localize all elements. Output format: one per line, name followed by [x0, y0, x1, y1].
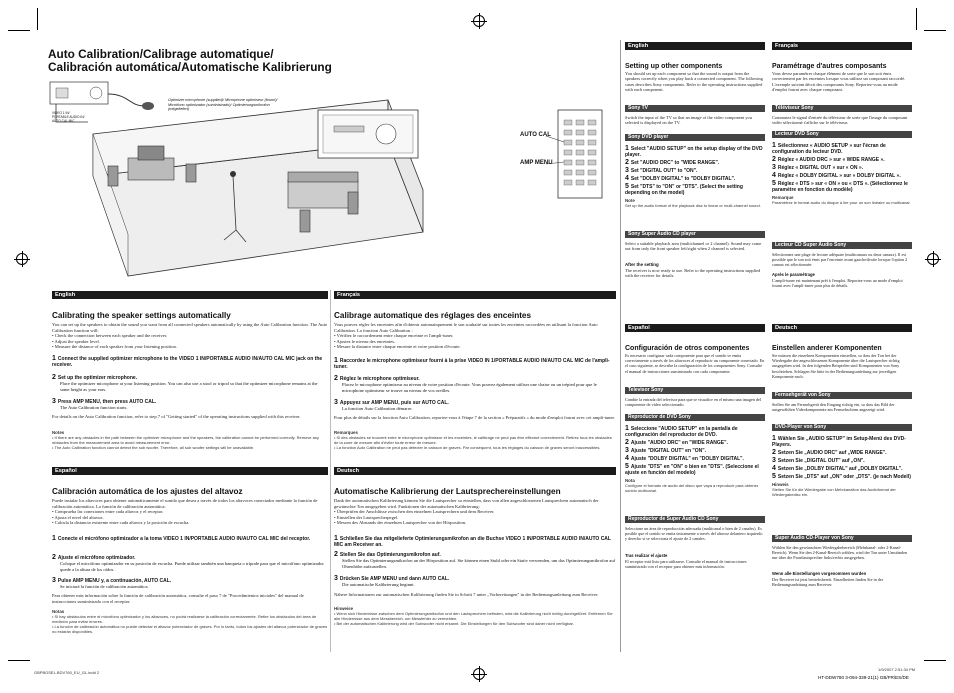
deutsch-notes — [334, 606, 616, 626]
step-number: 2 — [52, 374, 56, 381]
step-number: 3 — [772, 457, 776, 464]
espanol-tv-text: Cambie la entrada del televisor para que se visualice en el mismo una imagen del componente de vídeo seleccionado. — [625, 397, 762, 408]
espanol-after-setting-text: El receptor está listo para utilizarse. Consulte el manual de instrucciones suministrado con el receptor para obtener más información. — [625, 559, 747, 570]
english-step-1 — [52, 356, 328, 368]
english-after-setting-text: The receiver is now ready to use. Refer to the operating instructions supplied with the receiver for details. — [625, 268, 761, 279]
dvd-step — [625, 176, 767, 182]
dvd-step — [625, 168, 767, 174]
crop-mark — [37, 8, 38, 30]
subbar-reproductor-dvd: Reproductor de DVD Sony — [625, 414, 765, 421]
subbar-lecteur-cd: Lecteur CD Super Audio Sony — [772, 242, 912, 249]
dvd-step — [625, 440, 767, 446]
bullet: • Mesure la distance entre chaque enceinte et votre position d'écoute. — [334, 344, 461, 350]
step-text: Réglez « DTS » sur « ON » ou « DTS ». (Sélectionnez le paramètre en fonction du modèle) — [772, 181, 908, 193]
step-number: 3 — [334, 575, 338, 582]
step-text: Set "DOLBY DIGITAL" to "DOLBY DIGITAL". — [630, 176, 736, 182]
deutsch-after-text: Nähere Informationen zur automatischen Kalibrierung finden Sie in Schritt 7 unter „Vorbereitungen" in der Bedienungsanleitung zum Receiver. — [334, 592, 599, 597]
english-step-3 — [52, 399, 328, 411]
notes-title: Notes — [52, 430, 65, 435]
dvd-step — [625, 448, 767, 454]
crop-mark — [916, 8, 917, 30]
note-title: Nota — [625, 478, 635, 483]
registration-mark-right — [927, 253, 939, 265]
column-divider — [620, 40, 621, 652]
bullet: • Messen des Abstands der einzelnen Lautsprecher von der Hörposition. — [334, 520, 467, 526]
english-cd-text: Select a suitable playback area (multichannel or 2 channel). Sound may come out from only the front speaker left/right when 2 channel is selected. — [625, 241, 762, 252]
francais-step-2 — [334, 376, 616, 393]
footer-file-info: GBPBOSEL.BDV760_EU_GL.indd 2 — [34, 670, 100, 675]
footer-date: 1/9/2007 2:51:34 PM — [878, 667, 916, 672]
step-text: Set "AUDIO DRC" to "WIDE RANGE". — [630, 160, 720, 166]
step-text: Conecte el micrófono optimizador a la toma VIDEO 1 IN/PORTABLE AUDIO IN/AUTO CAL MIC del receptor. — [57, 536, 311, 542]
section-bar-deutsch-side: Deutsch — [772, 324, 912, 332]
heading-english-other-components: Setting up other components — [625, 63, 723, 70]
dvd-step — [625, 456, 767, 462]
note-item: • The Auto Calibration function cannot detect the sub woofer. Therefore, all sub woofer settings will be unavailable. — [52, 445, 255, 450]
heading-english-calibration: Calibrating the speaker settings automatically — [52, 311, 231, 320]
note-text: Set up the audio format of the playback disc to linear or multi-channel sound. — [625, 203, 761, 208]
espanol-after-title: Tras realizar el ajuste — [625, 553, 668, 558]
title-line-2: Calibración automática/Automatische Kalibrierung — [48, 59, 332, 74]
crop-mark — [8, 660, 30, 661]
step-number: 2 — [52, 554, 56, 561]
section-bar-english-side: English — [625, 42, 765, 50]
step-number: 2 — [334, 551, 338, 558]
subbar-super-audio-cd-player: Super Audio CD-Player von Sony — [772, 535, 912, 542]
step-number: 3 — [625, 167, 629, 174]
optimizer-microphone-label: Optimizer microphone (supplied)/ Microphone optimiseur (fourni)/ Micrófono optimizador (suministrado)/ Optimierungsmikrofon (mitgeliefert) — [168, 98, 278, 112]
step-number: 1 — [334, 535, 338, 542]
notes-title: Hinweise — [334, 606, 354, 611]
step-number: 4 — [625, 455, 629, 462]
heading-deutsch-kalibrierung: Automatische Kalibrierung der Lautsprechereinstellungen — [334, 487, 561, 496]
step-text: Setzen Sie „AUDIO DRC" auf „WIDE RANGE". — [777, 450, 887, 456]
espanol-cd-text: Seleccione un área de reproducción adecuada (multicanal o bien de 2 canales). Es posible que el sonido se emita únicamente a través del altavoz delantero izquierdo y derecho si se selecciona el ajuste de 2 canales. — [625, 526, 763, 542]
section-bar-francais: Français — [334, 291, 616, 299]
step-text: Ajuste el micrófono optimizador. — [57, 555, 136, 561]
step-number: 4 — [625, 175, 629, 182]
espanol-after-text: Para obtener más información sobre la función de calibración automática, consulte el paso 7 de "Procedimientos iniciales" del manual de instrucciones suministrado con el receptor. — [52, 593, 304, 604]
espanol-step-2 — [52, 555, 328, 572]
bullet: • Überprüfen der Anschlüsse zwischen den einzelnen Lautsprechern und dem Receiver. — [334, 509, 495, 515]
bullet: • Comprueba las conexiones entre cada altavoz y el receptor. — [52, 509, 164, 515]
amp-menu-label: AMP MENU — [520, 160, 553, 166]
step-text: Réglez « DOLBY DIGITAL » sur « DOLBY DIGITAL ». — [777, 173, 901, 179]
intro-text: You can set up the speakers to obtain the sound you want from all connected speakers automatically by using the Auto Calibration function. The Auto Calibration function will: — [52, 322, 328, 333]
english-after-title: After the setting — [625, 262, 659, 267]
heading-francais-other-components: Paramétrage d'autres composants — [772, 63, 887, 70]
francais-after-text: Pour plus de détails sur la fonction Auto Calibration, reportez-vous à l'étape 7 de la section « Préparatifs » du mode d'emploi fourni avec cet ampli-tuner. — [334, 415, 615, 420]
registration-mark-left — [16, 253, 28, 265]
bullet: • Measure the distance of each speaker from your listening position. — [52, 344, 177, 350]
subbar-dvd: Sony DVD player — [625, 134, 765, 141]
bullet: • Calcula la distancia existente entre cada altavoz y la posición de escucha. — [52, 520, 190, 526]
step-text: Appuyez sur AMP MENU, puis sur AUTO CAL. — [339, 400, 449, 406]
step-number: 1 — [625, 145, 629, 152]
francais-main-body — [334, 322, 616, 350]
auto-cal-label: AUTO CAL — [520, 132, 551, 138]
dvd-step — [625, 464, 767, 476]
step-number: 1 — [52, 535, 56, 542]
step-text: Seleccione "AUDIO SETUP" en la pantalla de configuración del reproductor de DVD. — [625, 426, 738, 438]
step-text: Ajuste "DOLBY DIGITAL" en "DOLBY DIGITAL". — [630, 456, 744, 462]
note-item: • Bei der automatischen Kalibrierung wird der Subwoofer nicht erkannt. Die Einstellungen für den Subwoofer sind daher nicht verfügbar. — [334, 621, 574, 626]
step-text: Stellen Sie das Optimierungsmikrofon auf. — [339, 552, 441, 558]
francais-tv-text: Commutez le signal d'entrée du téléviseur de sorte que l'image du composant vidéo sélectionné s'affiche sur le téléviseur. — [772, 115, 908, 126]
step-text: Set "DTS" to "ON" or "DTS". (Select the setting depending on the model) — [625, 184, 743, 196]
deutsch-after-title: Wenn alle Einstellungen vorgenommen wurden — [772, 571, 867, 576]
note-text: Paramétrez le format audio du disque à lire pour un son linéaire ou multicanal. — [772, 200, 911, 205]
step-number: 3 — [52, 577, 56, 584]
english-step-2 — [52, 375, 328, 392]
step-description: La fonction Auto Calibration démarre. — [342, 406, 413, 411]
dvd-step — [772, 143, 914, 155]
intro-text: Vous pouvez régler les enceintes afin d'obtenir automatiquement le son souhaité sur toutes les enceintes raccordées en utilisant la fonction Auto Calibration. La fonction Auto Calibration : — [334, 322, 598, 333]
note-item: • La función de calibración automática no puede detectar el altavoz potenciador de graves. Por lo tanto, todos los ajustes del altavoz potenciador de graves no estarán disponibles. — [52, 624, 328, 634]
deutsch-step-3 — [334, 576, 616, 588]
notes-title: Notas — [52, 609, 65, 614]
title-line-1: Auto Calibration/Calibrage automatique/ — [48, 47, 274, 61]
subbar-televiseur: Téléviseur Sony — [772, 105, 912, 112]
dvd-step — [625, 184, 767, 196]
step-number: 3 — [625, 447, 629, 454]
step-description: Stellen Sie das Optimierungsmikrofon an der Hörposition auf. Sie können einen Stuhl oder ein Stativ verwenden, um das Optimierungsmikrofon auf Ohrenhöhe aufzustellen. — [342, 558, 616, 569]
step-number: 5 — [772, 180, 776, 187]
step-number: 3 — [52, 398, 56, 405]
note-title: Hinweis — [772, 482, 789, 487]
bullet: • Einstellen der Lautsprecherpegel. — [334, 514, 399, 520]
step-description: The Auto Calibration function starts. — [60, 405, 128, 410]
deutsch-step-2 — [334, 552, 616, 569]
step-text: Ajuste "AUDIO DRC" en "WIDE RANGE". — [630, 440, 728, 446]
bullet: • Adjust the speaker level. — [52, 338, 100, 344]
deutsch-dvd-steps — [772, 436, 914, 497]
section-bar-deutsch: Deutsch — [334, 467, 616, 475]
dvd-step — [625, 146, 767, 158]
crop-mark — [924, 30, 946, 31]
espanol-main-body — [52, 498, 328, 526]
heading-francais-calibrage: Calibrage automatique des réglages des enceintes — [334, 311, 532, 320]
note-item: • If there are any obstacles in the path between the optimizer microphone and the speakers, the calibration cannot be performed correctly. Remove any obstacles from the measurement area to avoid measurement error. — [52, 435, 320, 445]
english-dvd-steps — [625, 146, 767, 208]
step-number: 1 — [334, 357, 338, 364]
note-title: Note — [625, 198, 635, 203]
note-item: • Wenn sich Hindernisse zwischen dem Optimierungsmikrofon und den Lautsprechern befinden, wird die Kalibrierung nicht richtig durchgeführt. Entfernen Sie alle Hindernisse aus dem Messbereich, um Messfehler zu vermeiden. — [334, 611, 613, 621]
francais-step-3 — [334, 400, 616, 412]
step-number: 4 — [772, 465, 776, 472]
deutsch-tv-text: Stellen Sie am Fernsehgerät den Eingang richtig ein, so dass das Bild der ausgewählten Videokomponente am Fernsehschirm angezeigt wird. — [772, 402, 895, 413]
step-text: Set up the optimizer microphone. — [57, 375, 138, 381]
deutsch-side-intro: Sie müssen die einzelnen Komponenten einstellen, so dass der Ton bei der Wiedergabe der angeschlossenen Komponente über die Lautsprecher richtig ausgegeben wird. In den folgenden Beispielen sind Komponenten von Sony beschrieben. Schlagen Sie bitte in der Bedienungsanleitung zur jeweiligen Komponente nach. — [772, 353, 900, 379]
francais-side-intro: Vous devez paramétrer chaque élément de sorte que le son soit émis correctement par les enceintes lorsque vous utilisez un composant raccordé. L'exemple suivant décrit des composants Sony. Reportez-vous au mode d'emploi fourni avec chaque composant. — [772, 71, 906, 93]
step-description: Placez le microphone optimiseur au niveau de votre position d'écoute. Vous pouvez également utiliser une chaise ou un trépied pour que le microphone optimiseur se trouve au niveau de vos oreilles. — [342, 382, 597, 393]
setup-illustration — [48, 80, 610, 286]
intro-text: Puede instalar los altavoces para obtener automáticamente el sonido que desea a través de todos los altavoces conectados mediante la función de calibración automática. La función de calibración automática: — [52, 498, 318, 509]
dvd-note — [625, 198, 767, 208]
footer-model-code: HT-DDW780 3-094-339-21(1) GB/FR/ES/DE — [818, 675, 909, 680]
bullet: • Check the connection between each speaker and the receiver. — [52, 333, 168, 339]
registration-mark-bottom — [473, 668, 485, 680]
english-after-text: For details on the Auto Calibration function, refer to step 7 of "Getting started" of the operating instructions supplied with this receiver. — [52, 414, 301, 419]
deutsch-cd-text: Wählen Sie den gewünschten Wiedergabebereich (Mehrkanal- oder 2-Kanal-Bereich). Wenn Sie den 2-Kanal-Bereich wählen, wird der Ton unter Umständen nur über die Frontlautsprecher links/rechts ausgegeben. — [772, 545, 908, 561]
step-text: Press AMP MENU, then press AUTO CAL. — [57, 399, 157, 405]
step-text: Ajuste "DIGITAL OUT" en "ON". — [630, 448, 707, 454]
dvd-step — [772, 173, 914, 179]
section-bar-francais-side: Français — [772, 42, 912, 50]
francais-step-1 — [334, 358, 616, 370]
espanol-step-1 — [52, 536, 328, 542]
step-number: 5 — [625, 463, 629, 470]
room-diagram — [48, 80, 610, 286]
crop-mark — [8, 30, 30, 31]
section-bar-english: English — [52, 291, 328, 299]
heading-espanol-calibracion: Calibración automática de los ajustes del altavoz — [52, 487, 243, 496]
note-text: Stellen Sie für die Wiedergabe von Mehrkanalton das Audioformat der Wiedergabedisc ein. — [772, 487, 896, 497]
step-number: 2 — [625, 439, 629, 446]
registration-mark-top — [473, 15, 485, 27]
deutsch-after-setting-text: Der Receiver ist jetzt betriebsbereit. Einzelheiten finden Sie in der Bedienungsanleitung zum Receiver. — [772, 577, 884, 588]
step-text: Set "DIGITAL OUT" to "ON". — [630, 168, 698, 174]
note-item: • La fonction Auto Calibration ne peut pas détecter le caisson de graves. Par conséquent, tous les réglages du caisson de graves seront inaccessibles. — [334, 445, 601, 450]
step-text: Select "AUDIO SETUP" on the setup display of the DVD player. — [625, 146, 763, 158]
step-text: Drücken Sie AMP MENU und dann AUTO CAL. — [339, 576, 450, 582]
step-number: 2 — [625, 159, 629, 166]
step-description: Die automatische Kalibrierung beginnt. — [342, 582, 415, 587]
dvd-step — [625, 160, 767, 166]
dvd-step — [772, 165, 914, 171]
dvd-step — [772, 157, 914, 163]
subbar-sony-tv: Sony TV — [625, 105, 765, 112]
step-text: Ajuste "DTS" en "ON" o bien en "DTS". (Seleccione el ajuste en función del modelo) — [625, 464, 759, 476]
column-divider — [330, 290, 331, 652]
step-text: Réglez « AUDIO DRC » sur « WIDE RANGE ». — [777, 157, 885, 163]
deutsch-main-body — [334, 498, 616, 526]
crop-mark — [924, 660, 946, 661]
step-text: Réglez le microphone optimiseur. — [339, 376, 420, 382]
francais-cd-text: Sélectionnez une plage de lecture adéquate (multicanaux ou deux canaux). Il est possible que le son soit émis par l'enceinte avant gauche/droite lorsque l'option 2 canaux est sélectionnée. — [772, 252, 908, 268]
note-item: • Si des obstacles se trouvent entre le microphone optimiseur et les enceintes, le calibrage ne peut pas être effectué correctement. Retirez tous les obstacles de la zone de mesure afin d'éviter toute erreur de mesure. — [334, 435, 612, 445]
step-text: Réglez « DIGITAL OUT » sur « ON ». — [777, 165, 864, 171]
english-notes — [52, 430, 328, 450]
step-description: Se iniciará la función de calibración automática. — [60, 584, 149, 589]
step-number: 1 — [52, 355, 56, 362]
subbar-fernsehgeraet: Fernsehgerät von Sony — [772, 392, 912, 399]
step-text: Schließen Sie das mitgelieferte Optimierungsmikrofon an die Buchse VIDEO 1 IN/PORTABLE AUDIO IN/AUTO CAL MIC am Receiver an. — [334, 536, 611, 548]
jack-label: VIDEO 1 IN/ PORTABLE AUDIO IN/ AUTO CAL MIC — [52, 111, 85, 123]
dvd-note — [625, 478, 767, 493]
step-number: 5 — [772, 473, 776, 480]
dvd-step — [772, 436, 914, 448]
subbar-televisor: Televisor Sony — [625, 387, 765, 394]
bullet: • Vérifiez le raccordement entre chaque enceinte et l'ampli-tuner. — [334, 333, 454, 339]
dvd-note — [772, 195, 914, 205]
step-number: 3 — [772, 164, 776, 171]
intro-text: Dank der automatischen Kalibrierung können Sie die Lautsprecher so einstellen, dass von allen angeschlossenen Lautsprechern automatisch der gewünschte Ton ausgegeben wird. Funktionen der automatischen Kalibrierung: — [334, 498, 599, 509]
step-text: Pulse AMP MENU y, a continuación, AUTO CAL. — [57, 578, 172, 584]
step-text: Sélectionnez « AUDIO SETUP » sur l'écran de configuration du lecteur DVD. — [772, 143, 886, 155]
section-bar-espanol: Español — [52, 467, 328, 475]
note-title: Remarque — [772, 195, 794, 200]
francais-after-setting-text: L'ampli-tuner est maintenant prêt à l'emploi. Reportez-vous au mode d'emploi fourni avec l'ampli-tuner pour plus de détails. — [772, 278, 903, 289]
subbar-reproductor-cd: Reproductor de Super Audio CD Sony — [625, 516, 765, 523]
note-text: Configure el formato de audio del disco que vaya a reproducir para obtener sonido multicanal. — [625, 483, 759, 493]
espanol-dvd-steps — [625, 426, 767, 493]
bullet: • Ajustez le niveau des enceintes. — [334, 338, 396, 344]
english-tv-text: Switch the input of the TV so that an image of the video component you selected is displayed on the TV. — [625, 115, 752, 126]
dvd-step — [772, 458, 914, 464]
step-number: 2 — [772, 156, 776, 163]
step-text: Setzen Sie „DTS" auf „ON" oder „DTS". (je nach Modell) — [777, 474, 911, 480]
dvd-note — [772, 482, 914, 497]
espanol-side-intro: Es necesario configurar cada componente para que el sonido se emita correctamente a través de los altavoces al reproducir un componente conectado. En el caso siguiente, se describe la configuración de los componentes Sony. Consulte el manual de instrucciones suministrado con cada componente. — [625, 353, 765, 374]
deutsch-step-1 — [334, 536, 616, 548]
bullet: • Ajusta el nivel del altavoz. — [52, 514, 104, 520]
notes-title: Remarques — [334, 430, 358, 435]
note-item: • Si hay obstáculos entre el micrófono optimizador y los altavoces, no podrá realizarse la calibración correctamente. Retire los obstáculos del área de medición para evitar errores. — [52, 614, 317, 624]
subbar-dvd-player: DVD-Player von Sony — [772, 424, 912, 431]
francais-after-title: Après le paramétrage — [772, 272, 815, 277]
step-number: 2 — [334, 375, 338, 382]
subbar-lecteur-dvd: Lecteur DVD Sony — [772, 131, 912, 138]
espanol-step-3 — [52, 578, 328, 590]
step-number: 1 — [772, 142, 776, 149]
step-number: 3 — [334, 399, 338, 406]
step-text: Setzen Sie „DOLBY DIGITAL" auf „DOLBY DIGITAL". — [777, 466, 903, 472]
english-main-body — [52, 322, 328, 350]
francais-dvd-steps — [772, 143, 914, 205]
step-description: Place the optimizer microphone at your listening position. You can also use a stool or tripod so that the optimizer microphone remains at the same height as your ears. — [60, 381, 318, 392]
dvd-step — [772, 450, 914, 456]
francais-notes — [334, 430, 616, 450]
step-text: Setzen Sie „DIGITAL OUT" auf „ON". — [777, 458, 865, 464]
dvd-step — [772, 474, 914, 480]
heading-espanol-other-components: Configuración de otros componentes — [625, 345, 750, 352]
dvd-step — [625, 426, 767, 438]
espanol-notes — [52, 609, 328, 634]
step-text: Connect the supplied optimizer microphone to the VIDEO 1 IN/PORTABLE AUDIO IN/AUTO CAL MIC jack on the receiver. — [52, 356, 323, 368]
step-number: 4 — [772, 172, 776, 179]
step-text: Raccordez le microphone optimiseur fourni à la prise VIDEO IN 1/PORTABLE AUDIO IN/AUTO CAL MIC de l'ampli-tuner. — [334, 358, 610, 370]
step-number: 1 — [772, 435, 776, 442]
subbar-super-audio-cd: Sony Super Audio CD player — [625, 231, 765, 238]
english-side-intro: You should set up each component so that the sound is output from the speakers correctly when you play back a connected component. The following cases describes Sony components. Refer to the operating instructions supplied with each component. — [625, 71, 763, 93]
step-description: Coloque el micrófono optimizador en su posición de escucha. Puede utilizar también una banqueta o trípode para que el micrófono optimizador quede a la altura de los oídos. — [60, 561, 324, 572]
step-number: 5 — [625, 183, 629, 190]
heading-deutsch-other-components: Einstellen anderer Komponenten — [772, 345, 882, 352]
dvd-step — [772, 466, 914, 472]
page-title — [48, 48, 528, 73]
dvd-step — [772, 181, 914, 193]
step-text: Wählen Sie „AUDIO SETUP" im Setup-Menü des DVD-Players. — [772, 436, 906, 448]
step-number: 1 — [625, 425, 629, 432]
step-number: 2 — [772, 449, 776, 456]
section-bar-espanol-side: Español — [625, 324, 765, 332]
